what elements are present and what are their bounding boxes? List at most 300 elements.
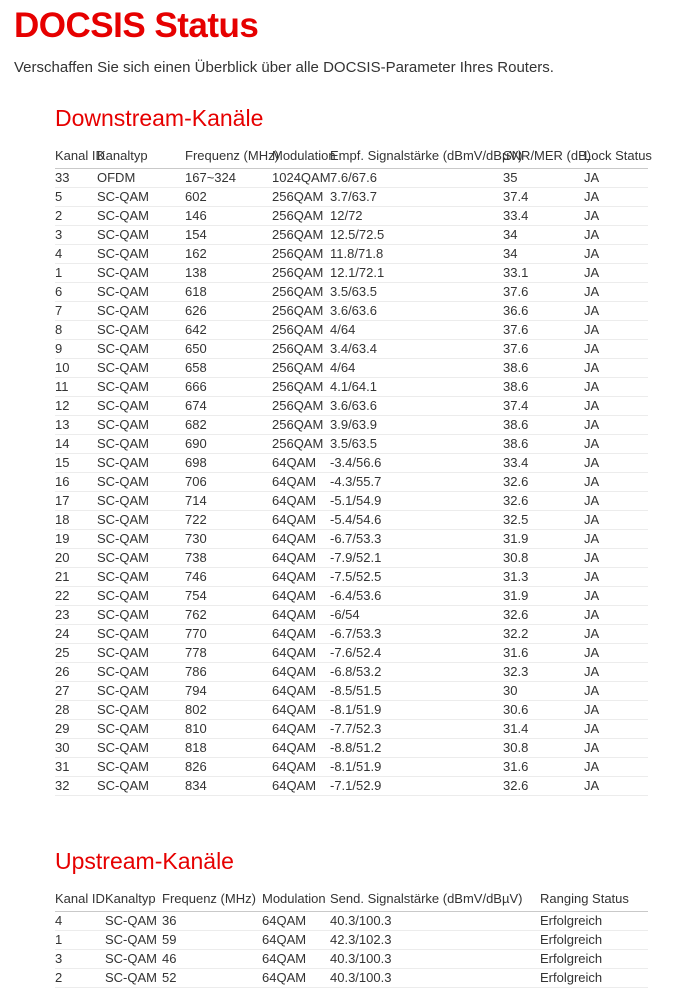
table-cell: 794 [185,682,272,701]
table-cell: 64QAM [272,682,330,701]
table-cell: 1 [55,931,105,950]
table-cell: SC-QAM [97,264,185,283]
table-cell: 20 [55,549,97,568]
table-cell: JA [584,777,648,796]
table-cell: -7.5/52.5 [330,568,503,587]
table-cell: 706 [185,473,272,492]
table-cell: 698 [185,454,272,473]
table-cell: 31.3 [503,568,584,587]
table-cell: 626 [185,302,272,321]
table-cell: 256QAM [272,397,330,416]
table-cell: 30.8 [503,549,584,568]
table-cell: 64QAM [272,644,330,663]
table-cell: 256QAM [272,226,330,245]
table-cell: JA [584,492,648,511]
table-cell: 33 [55,169,97,188]
table-row [55,701,648,720]
table-cell: SC-QAM [97,606,185,625]
table-row [55,739,648,758]
table-cell: 4.1/64.1 [330,378,503,397]
table-cell: 30.8 [503,739,584,758]
table-cell: -7.1/52.9 [330,777,503,796]
table-cell: 162 [185,245,272,264]
table-cell: JA [584,739,648,758]
table-cell: 666 [185,378,272,397]
content-area [55,105,652,988]
table-cell: 810 [185,720,272,739]
table-cell: 746 [185,568,272,587]
table-cell: 786 [185,663,272,682]
table-cell: 3 [55,950,105,969]
table-cell: 64QAM [272,492,330,511]
page-subtitle: Verschaffen Sie sich einen Überblick über alle DOCSIS-Parameter Ihres Routers. [14,59,554,76]
table-row [55,454,648,473]
table-cell: JA [584,568,648,587]
table-cell: 32 [55,777,97,796]
table-cell: SC-QAM [97,226,185,245]
table-cell: SC-QAM [97,587,185,606]
table-cell: -6.8/53.2 [330,663,503,682]
table-cell: 818 [185,739,272,758]
table-cell: 64QAM [272,454,330,473]
table-row [55,378,648,397]
table-cell: SC-QAM [105,969,162,988]
table-row [55,549,648,568]
table-cell: 754 [185,587,272,606]
table-cell: 10 [55,359,97,378]
table-cell: -8.1/51.9 [330,701,503,720]
table-cell: SC-QAM [97,397,185,416]
table-cell: -8.5/51.5 [330,682,503,701]
table-cell: JA [584,359,648,378]
table-cell: -6.4/53.6 [330,587,503,606]
table-cell: 4/64 [330,321,503,340]
downstream-section [55,105,652,796]
table-cell: 5 [55,188,97,207]
table-cell: SC-QAM [97,378,185,397]
table-cell: -8.8/51.2 [330,739,503,758]
column-header: Ranging Status [540,887,648,912]
table-cell: 64QAM [272,663,330,682]
table-cell: 21 [55,568,97,587]
table-row [55,568,648,587]
table-row [55,969,648,988]
table-cell: 37.6 [503,283,584,302]
table-row [55,416,648,435]
table-cell: SC-QAM [105,950,162,969]
table-cell: OFDM [97,169,185,188]
table-cell: 18 [55,511,97,530]
table-cell: 32.6 [503,606,584,625]
table-cell: 642 [185,321,272,340]
table-cell: JA [584,245,648,264]
column-header: Empf. Signalstärke (dBmV/dBµV) [330,144,503,169]
table-cell: 31.6 [503,758,584,777]
table-cell: 256QAM [272,264,330,283]
table-cell: -7.7/52.3 [330,720,503,739]
table-cell: JA [584,625,648,644]
table-cell: 11.8/71.8 [330,245,503,264]
table-row [55,188,648,207]
table-cell: 256QAM [272,416,330,435]
table-cell: 2 [55,207,97,226]
upstream-heading: Upstream-Kanäle [55,848,234,874]
table-cell: SC-QAM [97,549,185,568]
table-cell: 32.2 [503,625,584,644]
table-cell: JA [584,378,648,397]
column-header: Frequenz (MHz) [185,144,272,169]
table-cell: 618 [185,283,272,302]
table-cell: SC-QAM [97,682,185,701]
table-cell: 3.5/63.5 [330,435,503,454]
table-cell: 1024QAM [272,169,330,188]
table-row [55,931,648,950]
table-cell: 52 [162,969,262,988]
table-row [55,283,648,302]
table-cell: 3.7/63.7 [330,188,503,207]
table-row [55,720,648,739]
table-cell: 256QAM [272,283,330,302]
table-cell: SC-QAM [97,568,185,587]
table-cell: 42.3/102.3 [330,931,540,950]
table-cell: Erfolgreich [540,912,648,931]
table-cell: 658 [185,359,272,378]
table-row [55,758,648,777]
table-cell: SC-QAM [97,207,185,226]
table-cell: 33.4 [503,207,584,226]
table-cell: JA [584,283,648,302]
table-cell: 64QAM [272,530,330,549]
table-cell: 38.6 [503,416,584,435]
table-cell: 11 [55,378,97,397]
table-cell: JA [584,321,648,340]
table-cell: 6 [55,283,97,302]
table-row [55,644,648,663]
table-cell: 40.3/100.3 [330,912,540,931]
table-row [55,511,648,530]
table-cell: JA [584,188,648,207]
table-cell: 64QAM [272,758,330,777]
downstream-heading: Downstream-Kanäle [55,105,264,131]
table-cell: 1 [55,264,97,283]
table-cell: 8 [55,321,97,340]
table-cell: 256QAM [272,340,330,359]
table-cell: SC-QAM [97,188,185,207]
column-header: Kanaltyp [97,144,185,169]
table-cell: 37.4 [503,397,584,416]
table-cell: 37.4 [503,188,584,207]
table-cell: 38.6 [503,378,584,397]
table-row [55,169,648,188]
table-cell: 31.4 [503,720,584,739]
table-cell: -4.3/55.7 [330,473,503,492]
table-cell: 46 [162,950,262,969]
table-cell: 3.6/63.6 [330,302,503,321]
table-cell: -8.1/51.9 [330,758,503,777]
table-cell: 30 [503,682,584,701]
table-row [55,587,648,606]
table-cell: 34 [503,245,584,264]
table-cell: 27 [55,682,97,701]
table-cell: 32.3 [503,663,584,682]
table-cell: 154 [185,226,272,245]
table-cell: 32.6 [503,492,584,511]
table-cell: SC-QAM [97,511,185,530]
table-cell: Erfolgreich [540,969,648,988]
table-cell: -6/54 [330,606,503,625]
table-cell: JA [584,473,648,492]
table-cell: 64QAM [272,568,330,587]
table-cell: SC-QAM [97,530,185,549]
table-row [55,473,648,492]
table-cell: 4 [55,912,105,931]
table-cell: 256QAM [272,378,330,397]
table-cell: 64QAM [272,720,330,739]
table-cell: 256QAM [272,359,330,378]
table-cell: 23 [55,606,97,625]
table-cell: 256QAM [272,302,330,321]
table-cell: 38.6 [503,359,584,378]
table-cell: 256QAM [272,435,330,454]
table-cell: 38.6 [503,435,584,454]
table-cell: 64QAM [262,950,330,969]
table-cell: JA [584,435,648,454]
table-row [55,264,648,283]
table-cell: 31.9 [503,530,584,549]
table-cell: 24 [55,625,97,644]
table-cell: 32.6 [503,777,584,796]
table-row [55,321,648,340]
table-row [55,435,648,454]
table-cell: 12 [55,397,97,416]
table-cell: JA [584,397,648,416]
table-cell: 690 [185,435,272,454]
table-cell: SC-QAM [97,644,185,663]
table-cell: 722 [185,511,272,530]
table-cell: JA [584,226,648,245]
table-cell: 29 [55,720,97,739]
table-cell: 4 [55,245,97,264]
table-cell: 64QAM [262,931,330,950]
table-cell: 762 [185,606,272,625]
table-cell: 674 [185,397,272,416]
table-cell: JA [584,340,648,359]
table-row [55,950,648,969]
table-cell: 64QAM [272,777,330,796]
column-header: Modulation [272,144,330,169]
table-cell: 12/72 [330,207,503,226]
downstream-table-body [55,169,648,796]
table-cell: JA [584,169,648,188]
table-row [55,682,648,701]
table-row [55,530,648,549]
table-cell: JA [584,663,648,682]
table-cell: 40.3/100.3 [330,950,540,969]
table-cell: 138 [185,264,272,283]
table-cell: 826 [185,758,272,777]
table-cell: 35 [503,169,584,188]
table-cell: SC-QAM [97,454,185,473]
column-header: SNR/MER (dB) [503,144,584,169]
table-cell: 256QAM [272,245,330,264]
table-cell: 738 [185,549,272,568]
table-cell: JA [584,454,648,473]
table-row [55,663,648,682]
upstream-channels-table [55,887,648,988]
table-row [55,492,648,511]
table-cell: 167~324 [185,169,272,188]
table-cell: JA [584,207,648,226]
table-cell: 64QAM [272,511,330,530]
table-cell: SC-QAM [97,302,185,321]
table-cell: 682 [185,416,272,435]
column-header: Lock Status [584,144,648,169]
column-header: Send. Signalstärke (dBmV/dBµV) [330,887,540,912]
table-cell: 13 [55,416,97,435]
table-cell: JA [584,416,648,435]
column-header: Frequenz (MHz) [162,887,262,912]
table-cell: 2 [55,969,105,988]
table-cell: 17 [55,492,97,511]
table-row [55,625,648,644]
table-cell: 31.9 [503,587,584,606]
table-cell: SC-QAM [97,758,185,777]
upstream-section [55,848,648,988]
table-cell: 22 [55,587,97,606]
table-row [55,606,648,625]
table-cell: 12.1/72.1 [330,264,503,283]
table-cell: 64QAM [272,587,330,606]
table-cell: 3.9/63.9 [330,416,503,435]
table-cell: -5.1/54.9 [330,492,503,511]
table-cell: SC-QAM [97,777,185,796]
table-cell: 146 [185,207,272,226]
downstream-channels-table [55,144,652,796]
table-cell: 19 [55,530,97,549]
table-row [55,397,648,416]
table-cell: 7.6/67.6 [330,169,503,188]
table-cell: JA [584,758,648,777]
table-cell: 3.6/63.6 [330,397,503,416]
table-cell: SC-QAM [97,739,185,758]
table-cell: -7.9/52.1 [330,549,503,568]
table-cell: SC-QAM [97,473,185,492]
table-cell: JA [584,606,648,625]
table-cell: 30 [55,739,97,758]
table-cell: SC-QAM [97,359,185,378]
column-header: Modulation [262,887,330,912]
table-cell: 9 [55,340,97,359]
table-cell: 64QAM [272,549,330,568]
table-cell: 64QAM [272,606,330,625]
table-cell: -3.4/56.6 [330,454,503,473]
table-cell: 31.6 [503,644,584,663]
column-header: Kanaltyp [105,887,162,912]
table-cell: JA [584,682,648,701]
table-row [55,777,648,796]
table-cell: JA [584,549,648,568]
table-cell: -5.4/54.6 [330,511,503,530]
table-cell: 256QAM [272,207,330,226]
table-cell: JA [584,511,648,530]
table-cell: SC-QAM [97,416,185,435]
table-cell: SC-QAM [105,912,162,931]
table-cell: 650 [185,340,272,359]
table-cell: 28 [55,701,97,720]
table-cell: 36.6 [503,302,584,321]
table-cell: 25 [55,644,97,663]
table-cell: 730 [185,530,272,549]
table-row [55,302,648,321]
table-cell: 64QAM [262,912,330,931]
table-cell: 36 [162,912,262,931]
table-cell: JA [584,701,648,720]
table-cell: 59 [162,931,262,950]
table-cell: 16 [55,473,97,492]
table-cell: 14 [55,435,97,454]
table-cell: SC-QAM [97,701,185,720]
table-cell: -7.6/52.4 [330,644,503,663]
table-cell: 256QAM [272,188,330,207]
table-cell: Erfolgreich [540,950,648,969]
table-row [55,245,648,264]
table-cell: SC-QAM [97,663,185,682]
table-cell: 714 [185,492,272,511]
table-cell: 64QAM [272,701,330,720]
table-cell: 64QAM [272,739,330,758]
table-cell: 33.4 [503,454,584,473]
table-cell: SC-QAM [97,492,185,511]
page-title: DOCSIS Status [14,6,259,45]
table-cell: JA [584,530,648,549]
table-cell: SC-QAM [97,283,185,302]
table-cell: JA [584,644,648,663]
table-cell: JA [584,587,648,606]
table-cell: 64QAM [272,473,330,492]
table-cell: SC-QAM [97,720,185,739]
table-cell: 64QAM [272,625,330,644]
table-cell: 778 [185,644,272,663]
table-cell: 802 [185,701,272,720]
table-cell: JA [584,302,648,321]
table-cell: 15 [55,454,97,473]
table-cell: Erfolgreich [540,931,648,950]
table-cell: 3.4/63.4 [330,340,503,359]
table-cell: -6.7/53.3 [330,625,503,644]
table-cell: 770 [185,625,272,644]
table-cell: SC-QAM [105,931,162,950]
table-cell: 64QAM [262,969,330,988]
upstream-header-row [55,887,648,912]
table-cell: 30.6 [503,701,584,720]
table-cell: SC-QAM [97,435,185,454]
table-cell: 40.3/100.3 [330,969,540,988]
upstream-table-body [55,912,648,988]
table-row [55,226,648,245]
table-cell: SC-QAM [97,321,185,340]
table-row [55,359,648,378]
table-cell: JA [584,720,648,739]
table-cell: 4/64 [330,359,503,378]
column-header: Kanal ID [55,144,97,169]
table-cell: 37.6 [503,321,584,340]
table-cell: 834 [185,777,272,796]
table-row [55,207,648,226]
table-cell: -6.7/53.3 [330,530,503,549]
table-cell: 31 [55,758,97,777]
table-row [55,340,648,359]
table-cell: 7 [55,302,97,321]
